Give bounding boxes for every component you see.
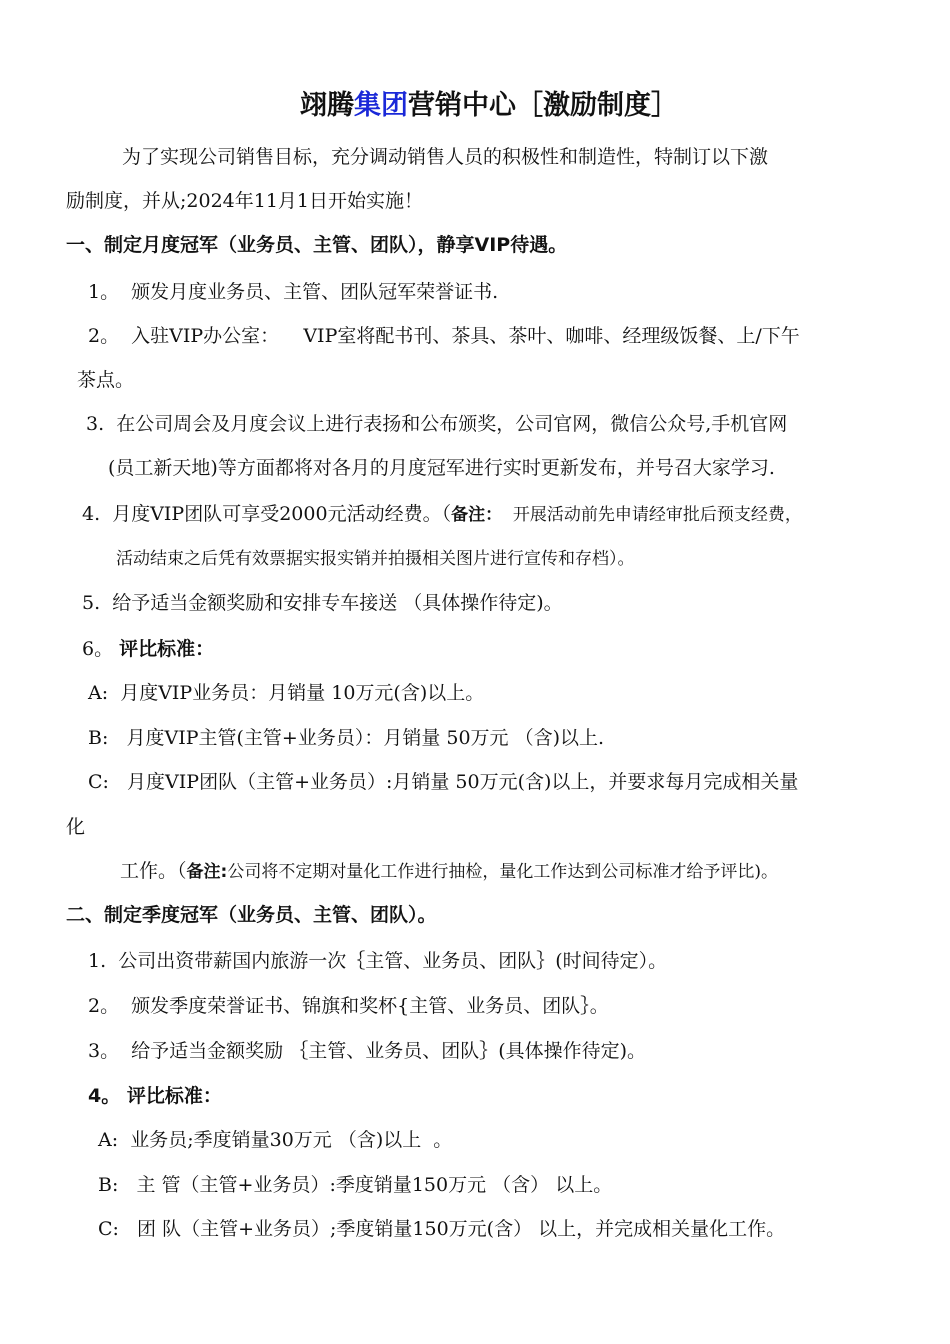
section2-criteria-a: A: 业务员;季度销量30万元 （含)以上 。 xyxy=(98,1129,453,1151)
intro-line-1: 为了实现公司销售目标，充分调动销售人员的积极性和制造性，特制订以下激 xyxy=(122,146,769,168)
document-title xyxy=(300,92,678,119)
section1-criteria-c-line-3 xyxy=(120,862,778,881)
section1-item-1: 1。 颁发月度业务员、主管、团队冠军荣誉证书. xyxy=(88,281,499,303)
section2-item-4 xyxy=(88,1087,222,1106)
section2-criteria-c: C: 团 队（主管+业务员）;季度销量150万元(含） 以上，并完成相关量化工作。 xyxy=(98,1218,786,1240)
section2-criteria-b: B: 主 管（主管+业务员）:季度销量150万元 （含） 以上。 xyxy=(98,1174,613,1196)
item-6-label: 评比标准： xyxy=(119,638,215,660)
section1-item-3-line-2: (员工新天地)等方面都将对各月的月度冠军进行实时更新发布，并号召大家学习. xyxy=(108,457,775,479)
criteria-c-note: 公司将不定期对量化工作进行抽检，量化工作达到公司标准才给予评比)。 xyxy=(227,862,778,882)
section1-heading: 一、制定月度冠军（业务员、主管、团队），静享VIP待遇。 xyxy=(66,234,568,256)
item-6-number: 6。 xyxy=(82,638,120,660)
section1-criteria-c-line-2: 化 xyxy=(66,816,86,838)
section1-criteria-c-line-1: C: 月度VIP团队（主管+业务员）:月销量 50万元(含)以上，并要求每月完成相关量 xyxy=(88,771,799,793)
section1-item-3-line-1: 3. 在公司周会及月度会议上进行表扬和公布颁奖，公司官网，微信公众号,手机官网 xyxy=(86,413,788,435)
section2-item-1: 1. 公司出资带薪国内旅游一次｛主管、业务员、团队｝(时间待定）。 xyxy=(88,950,668,972)
section1-item-5: 5. 给予适当金额奖励和安排专车接送 （具体操作待定)。 xyxy=(82,592,563,614)
section1-item-2-line-1: 2。 入驻VIP办公室： VIP室将配书刊、茶具、茶叶、咖啡、经理级饭餐、上/下午 xyxy=(88,325,800,347)
criteria-c-work: 工作。（ xyxy=(120,860,187,882)
intro-line-2: 励制度，并从;2024年11月1日开始实施！ xyxy=(66,190,424,212)
section2-item-3: 3。 给予适当金额奖励 ｛主管、业务员、团队｝(具体操作待定)。 xyxy=(88,1040,647,1062)
section2-item-4-label: 评比标准： xyxy=(126,1085,222,1107)
item-4-note: 开展活动前先申请经审批后预支经费， xyxy=(502,505,802,525)
title-part-1: 翊腾 xyxy=(300,90,354,121)
section1-item-4 xyxy=(82,505,802,524)
section2-heading: 二、制定季度冠军（业务员、主管、团队）。 xyxy=(66,904,437,926)
section2-item-2: 2。 颁发季度荣誉证书、锦旗和奖杯{主管、业务员、团队｝。 xyxy=(88,995,609,1017)
section1-item-4-line-2: 活动结束之后凭有效票据实报实销并拍摄相关图片进行宣传和存档）。 xyxy=(116,549,635,569)
title-part-2: 集团 xyxy=(354,90,408,121)
criteria-c-note-label: 备注: xyxy=(186,862,228,882)
item-4-note-label: 备注： xyxy=(451,505,503,525)
section1-item-2-line-2: 茶点。 xyxy=(77,369,135,391)
section2-item-4-number: 4。 xyxy=(88,1085,127,1107)
section1-item-6 xyxy=(82,640,214,659)
section1-criteria-b: B: 月度VIP主管(主管+业务员）：月销量 50万元 （含)以上. xyxy=(88,727,605,749)
section1-criteria-a: A: 月度VIP业务员：月销量 10万元(含)以上。 xyxy=(88,682,485,704)
title-part-3: 营销中心［激励制度］ xyxy=(408,90,678,121)
item-4-text: 4. 月度VIP团队可享受2000元活动经费。（ xyxy=(82,503,452,525)
